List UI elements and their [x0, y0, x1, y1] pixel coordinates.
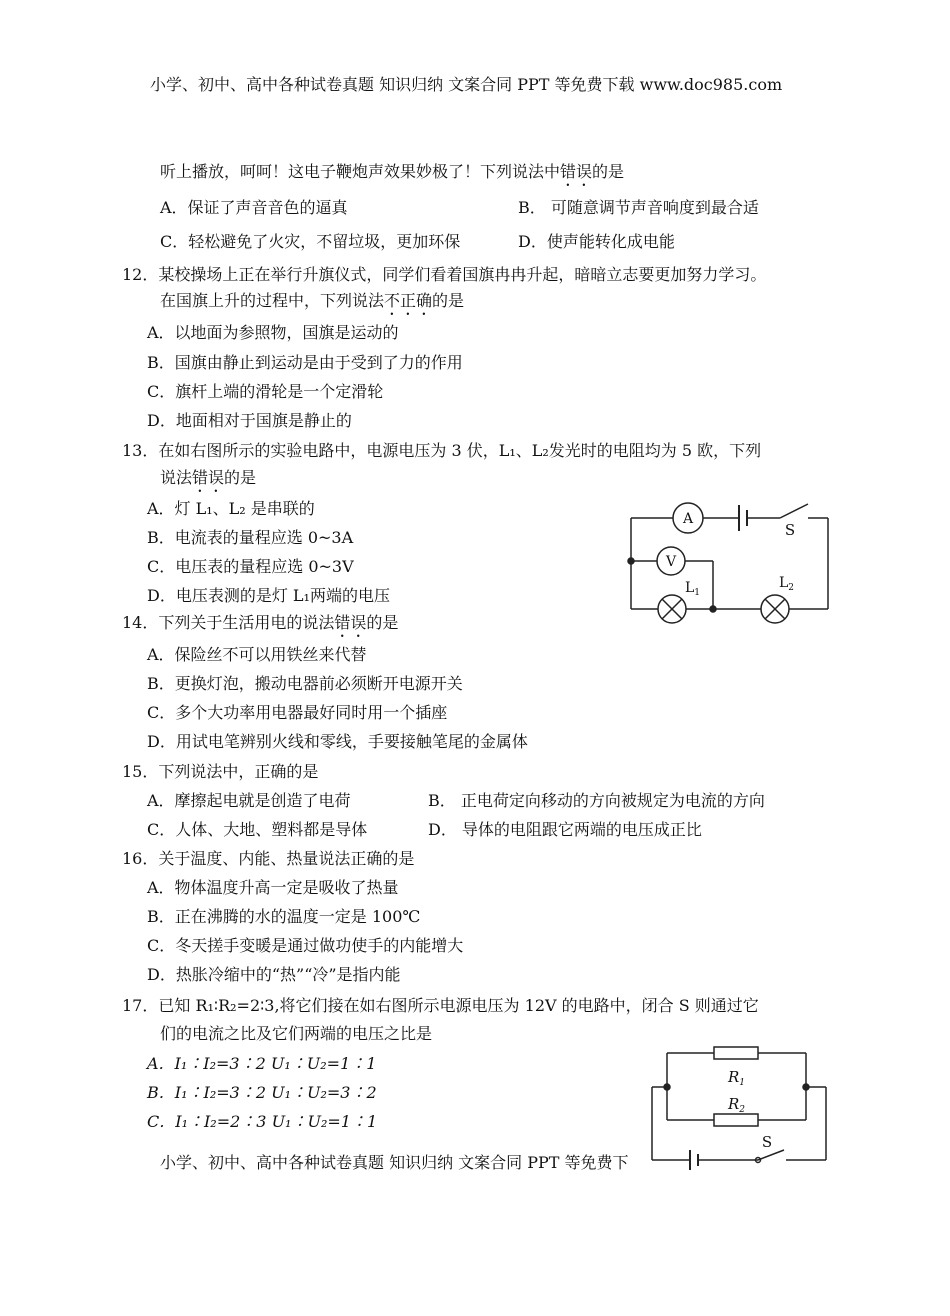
q13-stem-end: 的是 [224, 468, 257, 487]
lamp-l2-symbol [761, 595, 789, 623]
q16-option-b: B．正在沸腾的水的温度一定是 100℃ [147, 907, 421, 926]
q14-stem [122, 613, 398, 641]
q17-stem-line2: 们的电流之比及它们两端的电压之比是 [160, 1024, 433, 1043]
q14-option-d: D．用试电笔辨别火线和零线，手要接触笔尾的金属体 [147, 732, 528, 751]
resistor-r2-subscript: 2 [739, 1105, 746, 1115]
q17-option-b: B．I₁∶I₂=3∶2 U₁∶U₂=3∶2 [147, 1083, 377, 1102]
q16-stem: 16．关于温度、内能、热量说法正确的是 [122, 849, 415, 868]
q12-stem-emphasis: 不正确 [384, 291, 433, 310]
lamp-l2-label: L [779, 575, 789, 591]
q14-option-a: A．保险丝不可以用铁丝来代替 [147, 645, 367, 664]
q14-stem-start: 14．下列关于生活用电的说法 [122, 613, 335, 632]
q11-option-c: C．轻松避免了火灾，不留垃圾，更加环保 [160, 232, 461, 251]
q11-stem [160, 162, 624, 190]
q13-stem-line1: 13．在如右图所示的实验电路中，电源电压为 3 伏，L₁、L₂发光时的电阻均为 5 欧，下列 [122, 441, 762, 460]
q16-option-c: C．冬天搓手变暖是通过做功使手的内能增大 [147, 936, 464, 955]
resistor-r2-label: R [728, 1095, 740, 1113]
q13-option-c: C．电压表的量程应选 0~3V [147, 557, 354, 576]
q11-stem-emphasis: 错误 [560, 162, 593, 181]
q15-option-a: A．摩擦起电就是创造了电荷 [147, 791, 351, 810]
q11-stem-end: 的是 [592, 162, 625, 181]
q17-stem-line1: 17．已知 R₁∶R₂=2∶3,将它们接在如右图所示电源电压为 12V 的电路中，闭合 S 则通过它 [122, 996, 759, 1015]
page-header: 小学、初中、高中各种试卷真题 知识归纳 文案合同 PPT 等免费下载 www.doc985.com [150, 75, 783, 94]
q12-option-a: A．以地面为参照物，国旗是运动的 [147, 323, 399, 342]
q15-option-d: D． 导体的电阻跟它两端的电压成正比 [428, 820, 702, 839]
q14-stem-end: 的是 [366, 613, 399, 632]
q12-stem-end: 的是 [432, 291, 465, 310]
q15-option-c: C．人体、大地、塑料都是导体 [147, 820, 368, 839]
q16-option-d: D．热胀冷缩中的“热”“冷”是指内能 [147, 965, 401, 984]
lamp-l1-subscript: 1 [694, 588, 701, 598]
q15-stem: 15．下列说法中，正确的是 [122, 762, 319, 781]
switch-label-s: S [784, 521, 796, 539]
q15-option-b: B． 正电荷定向移动的方向被规定为电流的方向 [428, 791, 765, 810]
q11-stem-start: 听上播放，呵呵！这电子鞭炮声效果妙极了！下列说法中 [160, 162, 561, 181]
svg-text:L1 [685, 580, 700, 598]
q11-option-b: B． 可随意调节声音响度到最合适 [518, 198, 759, 217]
resistor-r1-label: R [728, 1068, 740, 1086]
ammeter-label: A [682, 511, 694, 527]
q13-circuit-diagram [624, 498, 834, 623]
q13-option-d: D．电压表测的是灯 L₁两端的电压 [147, 586, 390, 605]
lamp-l1-symbol [658, 595, 686, 623]
q12-option-b: B．国旗由静止到运动是由于受到了力的作用 [147, 353, 463, 372]
page-footer: 小学、初中、高中各种试卷真题 知识归纳 文案合同 PPT 等免费下 [160, 1153, 629, 1172]
resistor-r2-symbol [714, 1114, 758, 1126]
q13-option-a: A．灯 L₁、L₂ 是串联的 [147, 499, 315, 518]
q12-stem-line1: 12．某校操场上正在举行升旗仪式，同学们看着国旗冉冉升起，暗暗立志要更加努力学习。 [122, 265, 767, 284]
q17-circuit-diagram [643, 1040, 833, 1170]
q12-stem-line2 [160, 291, 464, 319]
q17-option-a: A．I₁∶I₂=3∶2 U₁∶U₂=1∶1 [147, 1054, 377, 1073]
q13-stem-line2 [160, 468, 256, 496]
q17-option-c: C．I₁∶I₂=2∶3 U₁∶U₂=1∶1 [147, 1112, 378, 1131]
q13-stem-start: 说法 [160, 468, 193, 487]
q12-option-d: D．地面相对于国旗是静止的 [147, 411, 352, 430]
resistor-r1-subscript: 1 [739, 1078, 746, 1088]
q14-option-b: B．更换灯泡，搬动电器前必须断开电源开关 [147, 674, 463, 693]
svg-text:R1 [727, 1068, 745, 1088]
switch-label-s2: S [761, 1133, 773, 1151]
voltmeter-label: V [665, 554, 677, 570]
q14-stem-emphasis: 错误 [334, 613, 367, 632]
q12-stem-start: 在国旗上升的过程中，下列说法 [160, 291, 385, 310]
lamp-l1-label: L [685, 580, 695, 596]
q14-option-c: C．多个大功率用电器最好同时用一个插座 [147, 703, 448, 722]
q11-option-d: D．使声能转化成电能 [518, 232, 675, 251]
lamp-l2-subscript: 2 [788, 583, 795, 593]
q13-stem-emphasis: 错误 [192, 468, 225, 487]
q13-option-b: B．电流表的量程应选 0~3A [147, 528, 354, 547]
resistor-r1-symbol [714, 1047, 758, 1059]
q12-option-c: C．旗杆上端的滑轮是一个定滑轮 [147, 382, 384, 401]
svg-text:L2 [779, 575, 794, 593]
q11-option-a: A．保证了声音音色的逼真 [160, 198, 348, 217]
q16-option-a: A．物体温度升高一定是吸收了热量 [147, 878, 399, 897]
svg-text:R2 [727, 1095, 745, 1115]
